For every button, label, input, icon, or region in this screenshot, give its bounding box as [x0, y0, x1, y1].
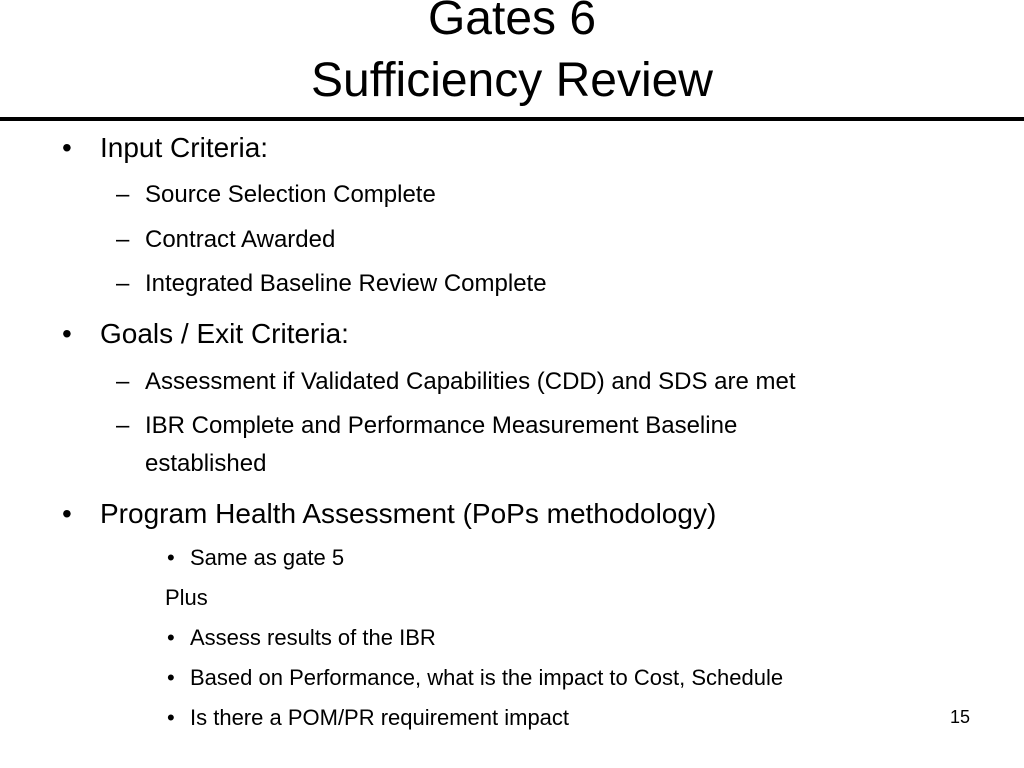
bullet-marker: • [62, 498, 72, 529]
bullet-marker: • [62, 132, 72, 163]
sub-item-text: IBR Complete and Performance Measurement Baseline [145, 412, 738, 439]
bullet-text: Program Health Assessment (PoPs methodology) [100, 498, 717, 529]
dash-marker: – [116, 368, 130, 395]
dash-marker: – [116, 270, 130, 297]
bullet-marker: • [62, 318, 72, 349]
sub-sub-item-text: Is there a POM/PR requirement impact [190, 705, 570, 730]
title-underline [0, 117, 1024, 121]
dash-marker: – [116, 181, 130, 208]
sub-sub-item-text: Same as gate 5 [190, 545, 345, 570]
bullet-marker: • [167, 545, 175, 570]
plain-text-line [165, 584, 208, 612]
bullet-marker: • [167, 625, 175, 650]
sub-sub-item-text: Based on Performance, what is the impact to Cost, Schedule [190, 665, 784, 690]
plain-text: Plus [165, 585, 208, 610]
sub-sub-item-text: Assess results of the IBR [190, 625, 436, 650]
sub-item-text: Integrated Baseline Review Complete [145, 270, 547, 297]
sub-item-text: Source Selection Complete [145, 181, 436, 208]
dash-marker: – [116, 226, 130, 253]
bullet-marker: • [167, 705, 175, 730]
bullet-marker: • [167, 665, 175, 690]
sub-item-text: established [145, 450, 267, 477]
dash-marker: – [116, 412, 130, 439]
page-number: 15 [949, 707, 970, 727]
slide-title [0, 0, 1024, 112]
bullet-text: Goals / Exit Criteria: [100, 318, 349, 349]
bullet-text: Input Criteria: [100, 132, 269, 163]
slide-title-line-1: Gates 6 [427, 0, 597, 45]
slide-title-line-2: Sufficiency Review [311, 54, 713, 107]
sub-item-text: Assessment if Validated Capabilities (CDD) and SDS are met [145, 368, 796, 395]
sub-item-text: Contract Awarded [145, 226, 336, 253]
sub-item-continuation [145, 449, 266, 479]
